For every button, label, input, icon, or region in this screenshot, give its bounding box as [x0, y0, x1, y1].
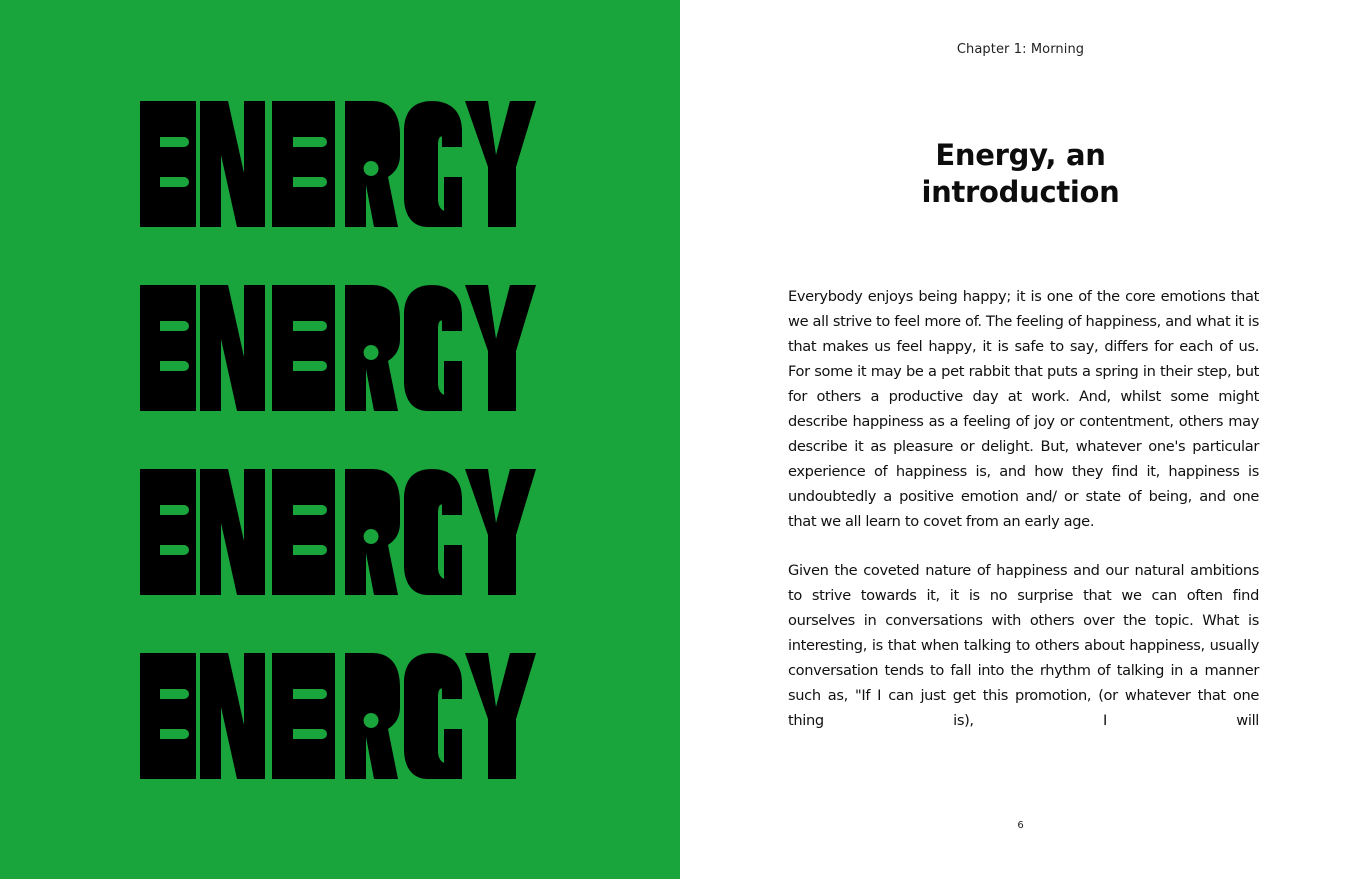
- energy-lettering: [140, 469, 536, 595]
- page-number: 6: [1017, 820, 1024, 831]
- display-word-energy-1: [140, 101, 536, 227]
- right-page: [680, 0, 1361, 879]
- display-word-energy-2: [140, 285, 536, 411]
- display-word-energy-4: [140, 653, 536, 779]
- paragraph-2: Given the coveted nature of happiness and our natural ambitions to strive towards it, it is no surprise that we can often find ourselves in conversations with others over the topic. What is interesting, is that when talking to others about happiness, usually conversation tends to fall into the rhythm of talking in a manner such as, "If I can just get this promotion, (or whatever that one thing is), I will: [788, 562, 1259, 729]
- energy-lettering: [140, 653, 536, 779]
- running-head-chapter: Chapter 1: Morning: [956, 42, 1085, 57]
- display-word-energy-3: [140, 469, 536, 595]
- chapter-title-line-1: Energy, an: [935, 138, 1106, 172]
- body-text: [788, 284, 1259, 733]
- left-page-green-panel: [0, 0, 680, 879]
- paragraph-1: Everybody enjoys being happy; it is one of the core emotions that we all strive to feel more of. The feeling of happiness, and what it is that makes us feel happy, it is safe to say, differs for each of us. For some it may be a pet rabbit that puts a spring in their step, but for others a productive day at work. And, whilst some might describe happiness as a feeling of joy or contentment, others may describe it as pleasure or delight. But, whatever one's particular experience of happiness is, and how they find it, happiness is undoubtedly a positive emotion and/ or state of being, and one that we all learn to covet from an early age.: [788, 288, 1259, 530]
- energy-lettering: [140, 285, 536, 411]
- chapter-title-line-2: introduction: [921, 175, 1120, 209]
- chapter-title: [680, 137, 1361, 211]
- energy-lettering: [140, 101, 536, 227]
